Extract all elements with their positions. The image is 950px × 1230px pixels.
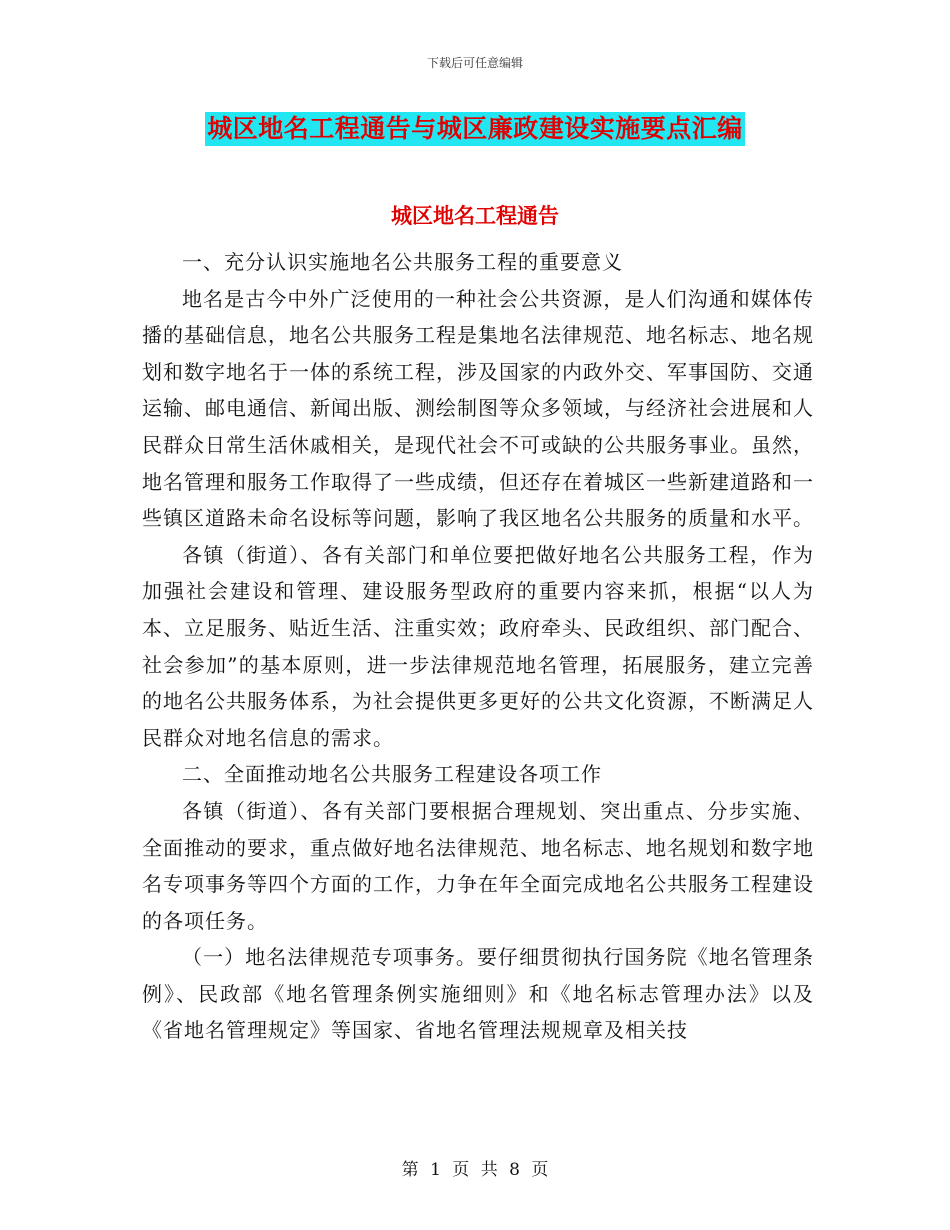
paragraph: 各镇（街道）、各有关部门和单位要把做好地名公共服务工程，作为加强社会建设和管理、建设服务型政府的重要内容来抓，根据“以人为本、立足服务、贴近生活、注重实效；政府牵头、民政组织、部门配合、社会参加”的基本原则，进一步法律规范地名管理，拓展服务，建立完善的地名公共服务体系，为社会提供更多更好的公共文化资源，不断满足人民群众对地名信息的需求。 [142,542,814,750]
main-title: 城区地名工程通告与城区廉政建设实施要点汇编 [205,112,745,146]
paragraph: （一）地名法律规范专项事务。要仔细贯彻执行国务院《地名管理条例》、民政部《地名管理条例实施细则》和《地名标志管理办法》以及《省地名管理规定》等国家、省地名管理法规规章及相关技 [142,945,814,1043]
document-body [142,244,814,1049]
header-note: 下载后可任意编辑 [426,56,523,70]
paragraph: 地名是古今中外广泛使用的一种社会公共资源，是人们沟通和媒体传播的基础信息，地名公共服务工程是集地名法律规范、地名标志、地名规划和数字地名于一体的系统工程，涉及国家的内政外交、军事国防、交通运输、邮电通信、新闻出版、测绘制图等众多领域，与经济社会进展和人民群众日常生活休戚相关，是现代社会不可或缺的公共服务事业。虽然，地名管理和服务工作取得了一些成绩，但还存在着城区一些新建道路和一些镇区道路未命名设标等问题，影响了我区地名公共服务的质量和水平。 [142,286,814,531]
heading-one: 一、充分认识实施地名公共服务工程的重要意义 [182,250,623,274]
page-footer: 第 1 页 共 8 页 [401,1160,549,1180]
heading-two: 二、全面推动地名公共服务工程建设各项工作 [182,762,602,787]
section-title: 城区地名工程通告 [391,203,559,228]
paragraph: 各镇（街道）、各有关部门要根据合理规划、突出重点、分步实施、全面推动的要求，重点做好地名法律规范、地名标志、地名规划和数字地名专项事务等四个方面的工作，力争在年全面完成地名公共服务工程建设的各项任务。 [142,798,814,933]
main-title-container [0,112,950,146]
